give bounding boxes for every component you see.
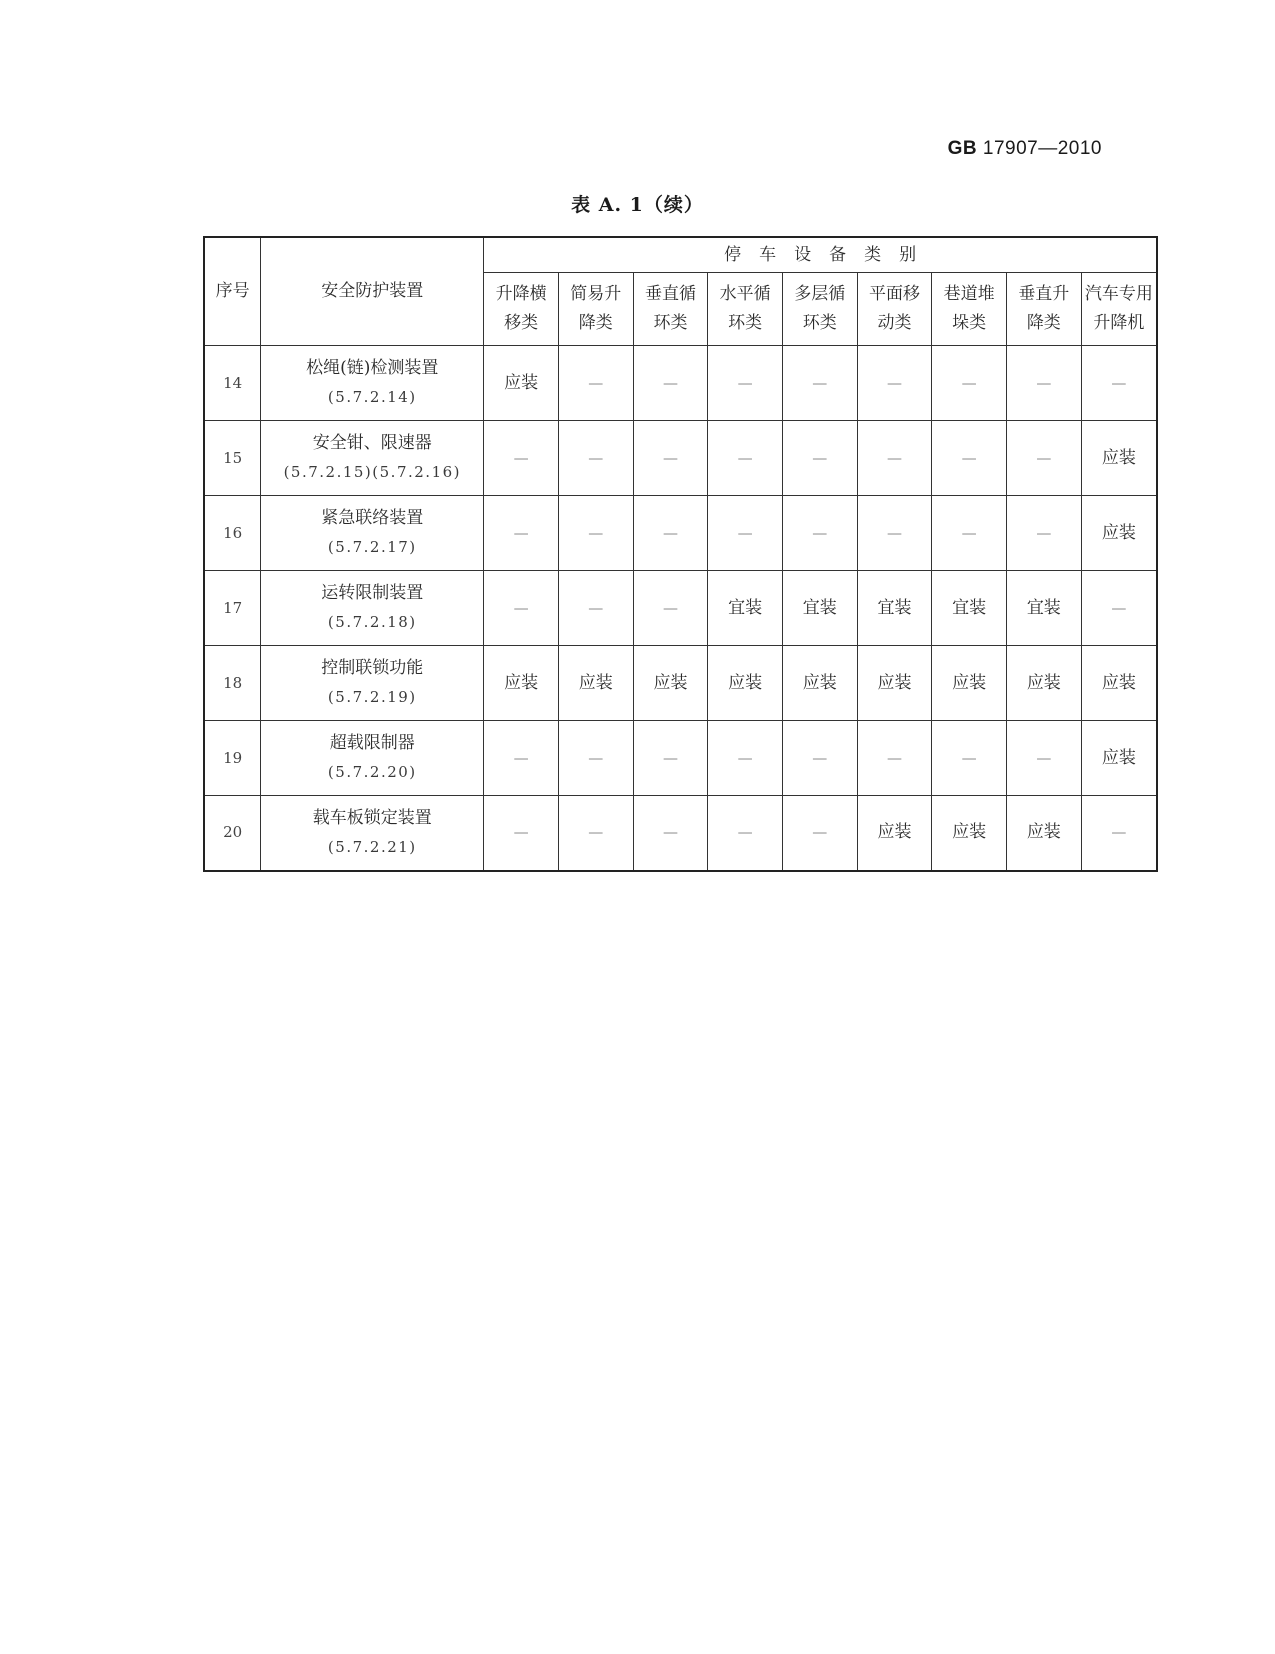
category-header-line1: 汽车专用 [1084, 284, 1153, 304]
category-header-line1: 垂直循 [644, 284, 696, 304]
table-row [204, 571, 1157, 646]
seq-column-header: 序号 [204, 237, 261, 346]
requirement-cell: 宜装 [708, 571, 783, 646]
requirement-cell: 宜装 [1006, 571, 1081, 646]
row-device-cell [261, 796, 484, 871]
category-header [1081, 273, 1157, 346]
requirement-cell: 应装 [1081, 721, 1157, 796]
device-name: 松绳(链)检测装置 [306, 358, 439, 378]
row-device-cell [261, 421, 484, 496]
category-header-line2: 升降机 [1093, 313, 1145, 333]
requirement-cell: — [633, 721, 708, 796]
standard-prefix: GB [947, 138, 978, 159]
requirement-cell: 应装 [484, 646, 559, 721]
requirement-cell: — [932, 721, 1007, 796]
requirement-cell: — [558, 496, 633, 571]
requirement-cell: — [484, 421, 559, 496]
category-header-line2: 垛类 [952, 313, 987, 333]
row-device-cell [261, 646, 484, 721]
requirement-cell: — [558, 346, 633, 421]
category-header-line2: 环类 [802, 313, 837, 333]
requirement-cell: 应装 [932, 646, 1007, 721]
table-header [204, 237, 1157, 346]
requirement-cell: 应装 [708, 646, 783, 721]
category-header-line2: 动类 [877, 313, 912, 333]
requirement-cell: 应装 [1081, 496, 1157, 571]
requirement-cell: — [484, 571, 559, 646]
requirement-cell: 宜装 [782, 571, 857, 646]
device-name: 超载限制器 [329, 733, 415, 753]
row-seq-number: 16 [204, 496, 261, 571]
category-header [857, 273, 932, 346]
requirement-cell: — [708, 421, 783, 496]
category-header-line2: 移类 [504, 313, 539, 333]
requirement-cell: 应装 [484, 346, 559, 421]
table-row [204, 721, 1157, 796]
requirement-cell: — [857, 496, 932, 571]
requirement-cell: 应装 [857, 796, 932, 871]
requirement-cell: — [1081, 346, 1157, 421]
requirement-cell: — [857, 721, 932, 796]
requirement-cell: 应装 [1081, 646, 1157, 721]
requirement-cell: — [558, 421, 633, 496]
requirement-cell: — [932, 496, 1007, 571]
requirement-cell: — [1006, 721, 1081, 796]
requirement-cell: — [633, 571, 708, 646]
device-name: 运转限制装置 [321, 583, 424, 603]
clause-reference: (5.7.2.21) [327, 837, 417, 856]
row-device-cell [261, 721, 484, 796]
requirement-cell: — [558, 796, 633, 871]
requirement-cell: — [1006, 496, 1081, 571]
category-header-line2: 降类 [578, 313, 613, 333]
requirement-cell: — [1081, 571, 1157, 646]
requirement-cell: — [484, 796, 559, 871]
safety-device-table [203, 236, 1158, 872]
requirement-cell: — [484, 721, 559, 796]
requirement-cell: 应装 [782, 646, 857, 721]
category-header-line1: 简易升 [570, 284, 622, 304]
category-header-line1: 升降横 [495, 284, 547, 304]
device-column-header: 安全防护装置 [261, 237, 484, 346]
device-name: 安全钳、限速器 [312, 433, 432, 453]
row-device-cell [261, 571, 484, 646]
requirement-cell: 宜装 [857, 571, 932, 646]
table-row [204, 796, 1157, 871]
requirement-cell: — [1081, 796, 1157, 871]
table-body [204, 346, 1157, 871]
clause-reference: (5.7.2.20) [327, 763, 417, 781]
group-label: 停车设备类别 [724, 244, 935, 265]
category-header-line1: 水平循 [719, 284, 771, 304]
category-header [782, 273, 857, 346]
row-seq-number: 18 [204, 646, 261, 721]
requirement-cell: — [484, 496, 559, 571]
requirement-cell: — [932, 346, 1007, 421]
requirement-cell: — [558, 721, 633, 796]
requirement-cell: 应装 [558, 646, 633, 721]
category-header [633, 273, 708, 346]
device-name: 紧急联络装置 [321, 508, 424, 528]
requirement-cell: — [782, 721, 857, 796]
category-header-line2: 环类 [653, 313, 688, 333]
category-header-line2: 降类 [1026, 313, 1061, 333]
requirement-cell: — [633, 796, 708, 871]
standard-code: 17907—2010 [982, 138, 1102, 159]
row-device-cell [261, 346, 484, 421]
requirement-cell: 应装 [1006, 796, 1081, 871]
requirement-cell: 应装 [1081, 421, 1157, 496]
requirement-cell: — [1006, 421, 1081, 496]
device-name: 控制联锁功能 [321, 658, 424, 678]
table-row [204, 646, 1157, 721]
requirement-cell: — [708, 346, 783, 421]
requirement-cell: — [633, 421, 708, 496]
requirement-cell: 应装 [633, 646, 708, 721]
equipment-category-group-header [484, 237, 1157, 273]
requirement-cell: 应装 [857, 646, 932, 721]
table-row [204, 346, 1157, 421]
category-header-line2: 环类 [728, 313, 763, 333]
requirement-cell: — [558, 571, 633, 646]
table-row [204, 421, 1157, 496]
row-device-cell [261, 496, 484, 571]
category-header-line1: 多层循 [794, 284, 846, 304]
requirement-cell: — [708, 796, 783, 871]
standard-number [948, 138, 1102, 160]
clause-reference: (5.7.2.18) [327, 613, 417, 631]
requirement-cell: — [782, 421, 857, 496]
category-header [932, 273, 1007, 346]
requirement-cell: — [782, 496, 857, 571]
clause-reference: (5.7.2.19) [327, 688, 417, 706]
category-header [1006, 273, 1081, 346]
category-header [558, 273, 633, 346]
row-seq-number: 17 [204, 571, 261, 646]
clause-reference: (5.7.2.14) [327, 388, 417, 406]
requirement-cell: — [932, 421, 1007, 496]
device-name: 载车板锁定装置 [312, 807, 432, 828]
requirement-cell: — [708, 496, 783, 571]
category-header [484, 273, 559, 346]
row-seq-number: 14 [204, 346, 261, 421]
requirement-cell: — [708, 721, 783, 796]
requirement-cell: 应装 [1006, 646, 1081, 721]
row-seq-number: 20 [204, 796, 261, 871]
category-header-line1: 平面移 [868, 284, 920, 304]
requirement-cell: — [633, 496, 708, 571]
category-header-line1: 垂直升 [1018, 284, 1070, 304]
requirement-cell: — [633, 346, 708, 421]
requirement-cell: 宜装 [932, 571, 1007, 646]
category-header-line1: 巷道堆 [943, 284, 995, 304]
row-seq-number: 19 [204, 721, 261, 796]
category-header [708, 273, 783, 346]
table-row [204, 496, 1157, 571]
requirement-cell: — [782, 346, 857, 421]
clause-reference: (5.7.2.17) [327, 538, 417, 556]
clause-reference: (5.7.2.15)(5.7.2.16) [283, 463, 462, 481]
requirement-cell: — [782, 796, 857, 871]
requirement-cell: — [857, 346, 932, 421]
requirement-cell: — [857, 421, 932, 496]
requirement-cell: 应装 [932, 796, 1007, 871]
table-title: 表 A. 1（续） [571, 194, 704, 216]
requirement-cell: — [1006, 346, 1081, 421]
row-seq-number: 15 [204, 421, 261, 496]
